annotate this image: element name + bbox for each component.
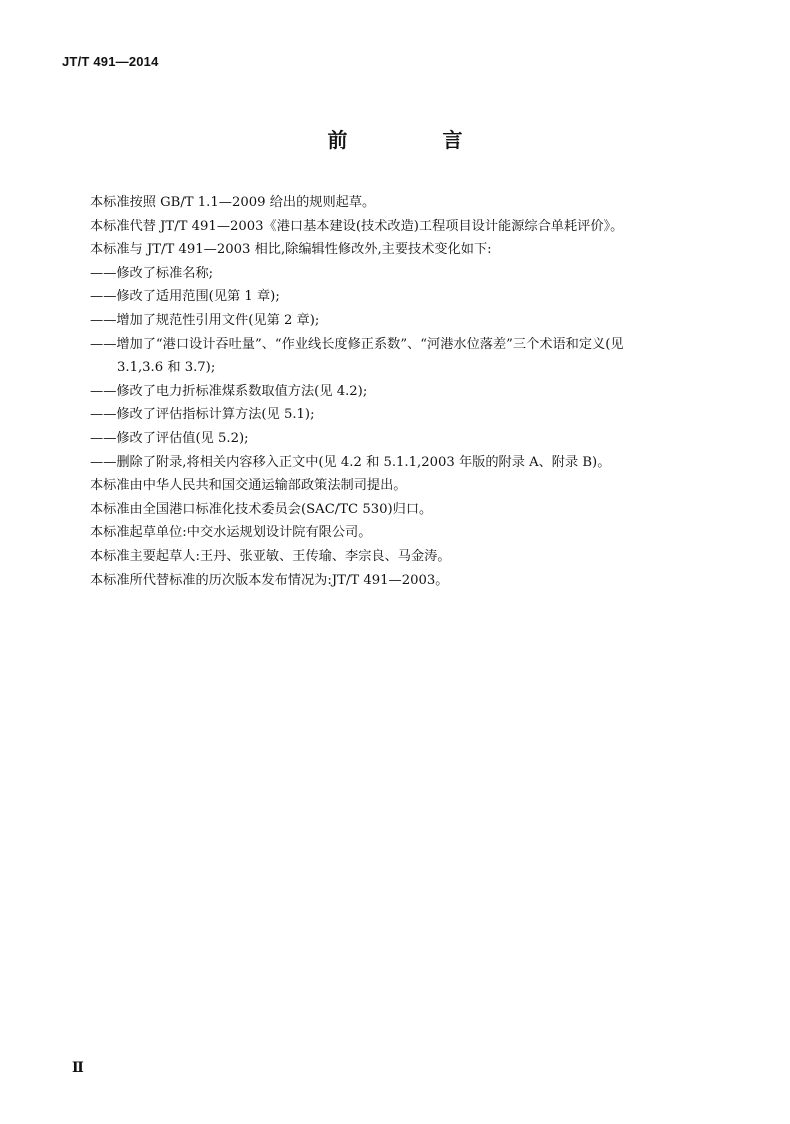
change-item-continuation: 3.1,3.6 和 3.7);	[117, 360, 216, 376]
paragraph-previous-editions: 本标准所代替标准的历次版本发布情况为:JT/T 491—2003。	[90, 572, 449, 588]
paragraph-changes-intro: 本标准与 JT/T 491—2003 相比,除编辑性修改外,主要技术变化如下:	[90, 242, 492, 258]
paragraph-proposed-by: 本标准由中华人民共和国交通运输部政策法制司提出。	[90, 478, 407, 494]
change-item: ——增加了“港口设计吞吐量”、“作业线长度修正系数”、“河港水位落差”三个术语和定义(见	[90, 336, 624, 352]
change-item: ——修改了标准名称;	[90, 265, 214, 281]
change-item: ——删除了附录,将相关内容移入正文中(见 4.2 和 5.1.1,2003 年版的附录 A、附录 B)。	[90, 454, 611, 470]
change-item: ——增加了规范性引用文件(见第 2 章);	[90, 312, 320, 328]
paragraph-replaces: 本标准代替 JT/T 491—2003《港口基本建设(技术改造)工程项目设计能源综合单耗评价》。	[90, 218, 624, 234]
change-item: ——修改了电力折标准煤系数取值方法(见 4.2);	[90, 383, 368, 399]
change-item: ——修改了评估指标计算方法(见 5.1);	[90, 407, 315, 423]
paragraph-technical-committee: 本标准由全国港口标准化技术委员会(SAC/TC 530)归口。	[90, 501, 433, 517]
paragraph-drafters: 本标准主要起草人:王丹、张亚敏、王传瑜、李宗良、马金涛。	[90, 548, 451, 564]
change-item: ——修改了适用范围(见第 1 章);	[90, 289, 280, 305]
paragraph-drafting-rules: 本标准按照 GB/T 1.1—2009 给出的规则起草。	[90, 195, 376, 210]
document-code: JT/T 491—2014	[62, 54, 159, 69]
foreword-body	[90, 191, 730, 592]
change-item: ——修改了评估值(见 5.2);	[90, 430, 249, 446]
paragraph-drafting-unit: 本标准起草单位:中交水运规划设计院有限公司。	[90, 525, 372, 541]
page-number: Ⅱ	[72, 1060, 84, 1076]
page-title: 前 言	[327, 128, 507, 152]
